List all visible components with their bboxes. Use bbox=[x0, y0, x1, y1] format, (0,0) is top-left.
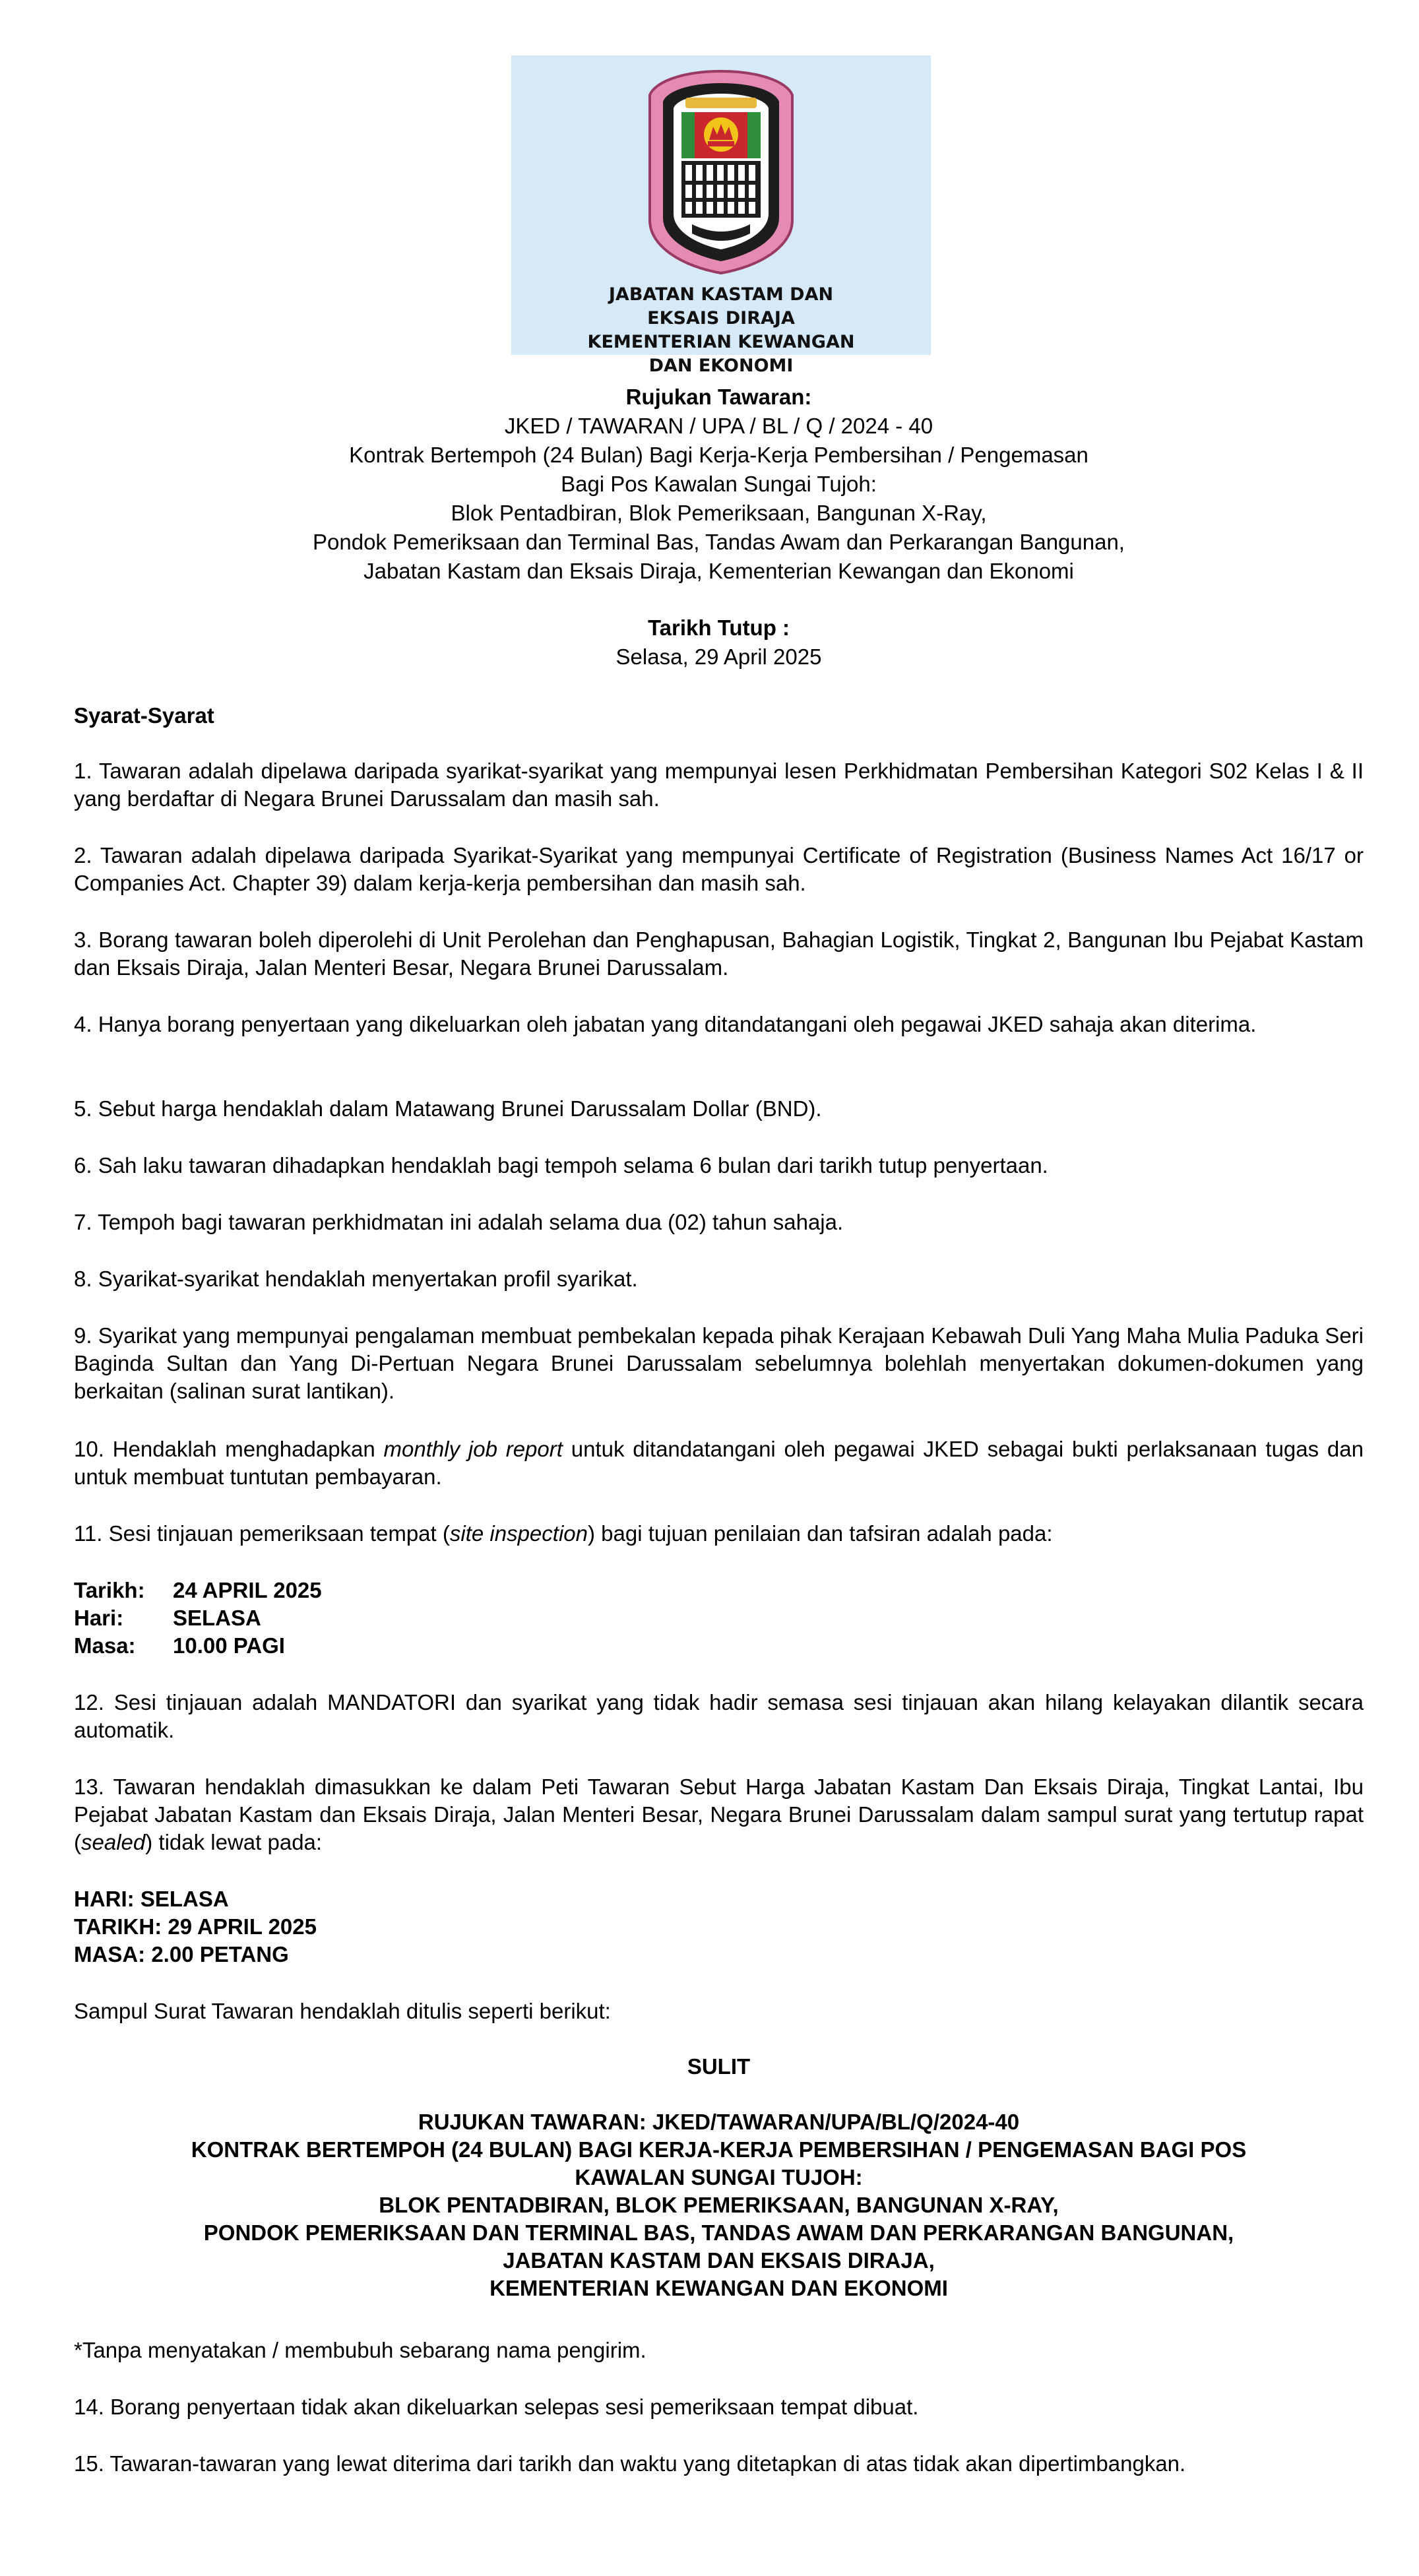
emphasis: sealed bbox=[81, 1830, 146, 1854]
envelope-line: KEMENTERIAN KEWANGAN DAN EKONOMI bbox=[489, 2276, 948, 2300]
detail-label: Masa: bbox=[74, 1633, 136, 1658]
term-item bbox=[74, 1152, 1364, 1179]
envelope-line: KONTRAK BERTEMPOH (24 BULAN) BAGI KERJA-KERJA PEMBERSIHAN / PENGEMASAN BAGI POS bbox=[191, 2137, 1247, 2162]
term-item bbox=[74, 842, 1364, 897]
term-item bbox=[74, 1209, 1364, 1236]
term-item bbox=[74, 1095, 1364, 1123]
footnote bbox=[74, 2337, 1364, 2364]
envelope-line: PONDOK PEMERIKSAAN DAN TERMINAL BAS, TANDAS AWAM DAN PERKARANGAN BANGUNAN, bbox=[203, 2220, 1234, 2245]
detail-label: Tarikh: bbox=[74, 1578, 145, 1602]
term-item bbox=[74, 926, 1364, 982]
ref-label: Rujukan Tawaran: bbox=[625, 385, 812, 409]
term-item bbox=[74, 757, 1364, 813]
envelope-line: KAWALAN SUNGAI TUJOH: bbox=[575, 2165, 863, 2189]
envelope-intro bbox=[74, 1997, 1364, 2025]
term-text: 8. Syarikat-syarikat hendaklah menyertakan profil syarikat. bbox=[74, 1267, 638, 1291]
detail-value: 10.00 PAGI bbox=[173, 1633, 285, 1658]
ref-line: Pondok Pemeriksaan dan Terminal Bas, Tandas Awam dan Perkarangan Bangunan, bbox=[313, 530, 1125, 554]
term-text bbox=[74, 1435, 1364, 1491]
terms-heading bbox=[74, 702, 1364, 730]
sulit-label bbox=[74, 2053, 1364, 2081]
detail-label: Hari: bbox=[74, 1606, 124, 1630]
term-item-15 bbox=[74, 2450, 1364, 2478]
term-item-13 bbox=[74, 1773, 1364, 1856]
text-run: 11. Sesi tinjauan pemeriksaan tempat ( bbox=[74, 1521, 450, 1546]
term-text: Sampul Surat Tawaran hendaklah ditulis seperti berikut: bbox=[74, 1999, 611, 2023]
term-text: 5. Sebut harga hendaklah dalam Matawang Brunei Darussalam Dollar (BND). bbox=[74, 1096, 822, 1121]
term-text bbox=[74, 1773, 1364, 1856]
logo-line: DAN EKONOMI bbox=[648, 356, 794, 376]
envelope-line: JABATAN KASTAM DAN EKSAIS DIRAJA, bbox=[503, 2248, 935, 2273]
term-text: 3. Borang tawaran boleh diperolehi di Unit Perolehan dan Penghapusan, Bahagian Logistik, Tingkat 2, Bangunan Ibu Pejabat Kastam dan Eksais Diraja, Jalan Menteri Besar, Negara Brunei Darussalam. bbox=[74, 927, 1364, 980]
closing-label: Tarikh Tutup : bbox=[647, 615, 790, 640]
ref-line: Jabatan Kastam dan Eksais Diraja, Kementerian Kewangan dan Ekonomi bbox=[363, 559, 1074, 583]
closing-date-block bbox=[74, 613, 1364, 672]
logo-line: KEMENTERIAN KEWANGAN bbox=[587, 332, 855, 352]
detail-value: 24 APRIL 2025 bbox=[173, 1578, 322, 1602]
text-run: 10. Hendaklah menghadapkan bbox=[74, 1437, 384, 1461]
inspection-row bbox=[74, 1604, 1364, 1632]
sulit-text: SULIT bbox=[687, 2054, 751, 2079]
submission-line: TARIKH: 29 APRIL 2025 bbox=[74, 1914, 317, 1939]
ref-line: Bagi Pos Kawalan Sungai Tujoh: bbox=[561, 472, 877, 496]
term-text: 12. Sesi tinjauan adalah MANDATORI dan syarikat yang tidak hadir semasa sesi tinjauan akan hilang kelayakan dilantik secara automatik. bbox=[74, 1690, 1364, 1742]
term-item bbox=[74, 1011, 1364, 1038]
term-text: 4. Hanya borang penyertaan yang dikeluarkan oleh jabatan yang ditandatangani oleh pegawai JKED sahaja akan diterima. bbox=[74, 1012, 1257, 1036]
term-text: 7. Tempoh bagi tawaran perkhidmatan ini adalah selama dua (02) tahun sahaja. bbox=[74, 1210, 844, 1234]
footnote-text: *Tanpa menyatakan / membubuh sebarang nama pengirim. bbox=[74, 2338, 646, 2362]
logo-title bbox=[511, 283, 931, 378]
term-text: 15. Tawaran-tawaran yang lewat diterima dari tarikh dan waktu yang ditetapkan di atas tidak akan dipertimbangkan. bbox=[74, 2451, 1186, 2476]
logo-line: JABATAN KASTAM DAN bbox=[608, 284, 834, 305]
term-item-11 bbox=[74, 1520, 1364, 1548]
text-run: ) tidak lewat pada: bbox=[145, 1830, 323, 1854]
ref-line: JKED / TAWARAN / UPA / BL / Q / 2024 - 40 bbox=[504, 414, 933, 438]
envelope-line: RUJUKAN TAWARAN: JKED/TAWARAN/UPA/BL/Q/2024-40 bbox=[418, 2110, 1020, 2134]
term-item bbox=[74, 1322, 1364, 1405]
term-text: 1. Tawaran adalah dipelawa daripada syarikat-syarikat yang mempunyai lesen Perkhidmatan Pembersihan Kategori S02 Kelas I & II yang berdaftar di Negara Brunei Darussalam dan masih sah. bbox=[74, 759, 1364, 811]
term-text: 6. Sah laku tawaran dihadapkan hendaklah bagi tempoh selama 6 bulan dari tarikh tutup penyertaan. bbox=[74, 1153, 1048, 1178]
inspection-row bbox=[74, 1632, 1364, 1660]
logo-line: EKSAIS DIRAJA bbox=[647, 308, 795, 329]
envelope-block bbox=[74, 2108, 1364, 2302]
term-item bbox=[74, 1265, 1364, 1293]
closing-date: Selasa, 29 April 2025 bbox=[615, 644, 822, 669]
ref-line: Blok Pentadbiran, Blok Pemeriksaan, Bangunan X-Ray, bbox=[451, 501, 987, 525]
emphasis: monthly job report bbox=[383, 1437, 563, 1461]
term-item-12 bbox=[74, 1689, 1364, 1744]
submission-line: MASA: 2.00 PETANG bbox=[74, 1942, 289, 1966]
submission-details bbox=[74, 1885, 1364, 1968]
text-run: 13. Tawaran hendaklah dimasukkan ke dalam Peti Tawaran Sebut Harga Jabatan Kastam Dan Eksais Diraja, Tingkat Lantai, Ibu Pejabat Jabatan Kastam dan Eksais Diraja, Jalan Menteri Besar, Negara Brunei Darussalam dalam sampul surat yang tertutup rapat ( bbox=[74, 1775, 1364, 1854]
submission-line: HARI: SELASA bbox=[74, 1887, 229, 1911]
inspection-row bbox=[74, 1577, 1364, 1604]
term-text: 9. Syarikat yang mempunyai pengalaman membuat pembekalan kepada pihak Kerajaan Kebawah Duli Yang Maha Mulia Paduka Seri Baginda Sultan dan Yang Di-Pertuan Negara Brunei Darussalam sebelumnya bolehlah menyertakan dokumen-dokumen yang berkaitan (salinan surat lantikan). bbox=[74, 1323, 1364, 1403]
envelope-line: BLOK PENTADBIRAN, BLOK PEMERIKSAAN, BANGUNAN X-RAY, bbox=[379, 2193, 1059, 2217]
inspection-details bbox=[74, 1577, 1364, 1660]
ref-line: Kontrak Bertempoh (24 Bulan) Bagi Kerja-Kerja Pembersihan / Pengemasan bbox=[349, 443, 1088, 467]
term-text bbox=[74, 1520, 1364, 1548]
reference-header bbox=[74, 383, 1364, 586]
text-run: untuk ditandatangani oleh pegawai JKED sebagai bukti perlaksanaan tugas dan untuk membuat tuntutan pembayaran. bbox=[74, 1437, 1364, 1489]
logo-box bbox=[511, 55, 931, 376]
customs-crest-icon bbox=[643, 69, 799, 276]
text-run: ) bagi tujuan penilaian dan tafsiran adalah pada: bbox=[588, 1521, 1053, 1546]
term-text: 14. Borang penyertaan tidak akan dikeluarkan selepas sesi pemeriksaan tempat dibuat. bbox=[74, 2395, 919, 2419]
term-item-14 bbox=[74, 2393, 1364, 2421]
detail-value: SELASA bbox=[173, 1606, 261, 1630]
term-text: 2. Tawaran adalah dipelawa daripada Syarikat-Syarikat yang mempunyai Certificate of Registration (Business Names Act 16/17 or Companies Act. Chapter 39) dalam kerja-kerja pembersihan dan masih sah. bbox=[74, 843, 1364, 895]
emphasis: site inspection bbox=[449, 1521, 588, 1546]
term-item-10 bbox=[74, 1435, 1364, 1491]
section-heading: Syarat-Syarat bbox=[74, 703, 214, 728]
